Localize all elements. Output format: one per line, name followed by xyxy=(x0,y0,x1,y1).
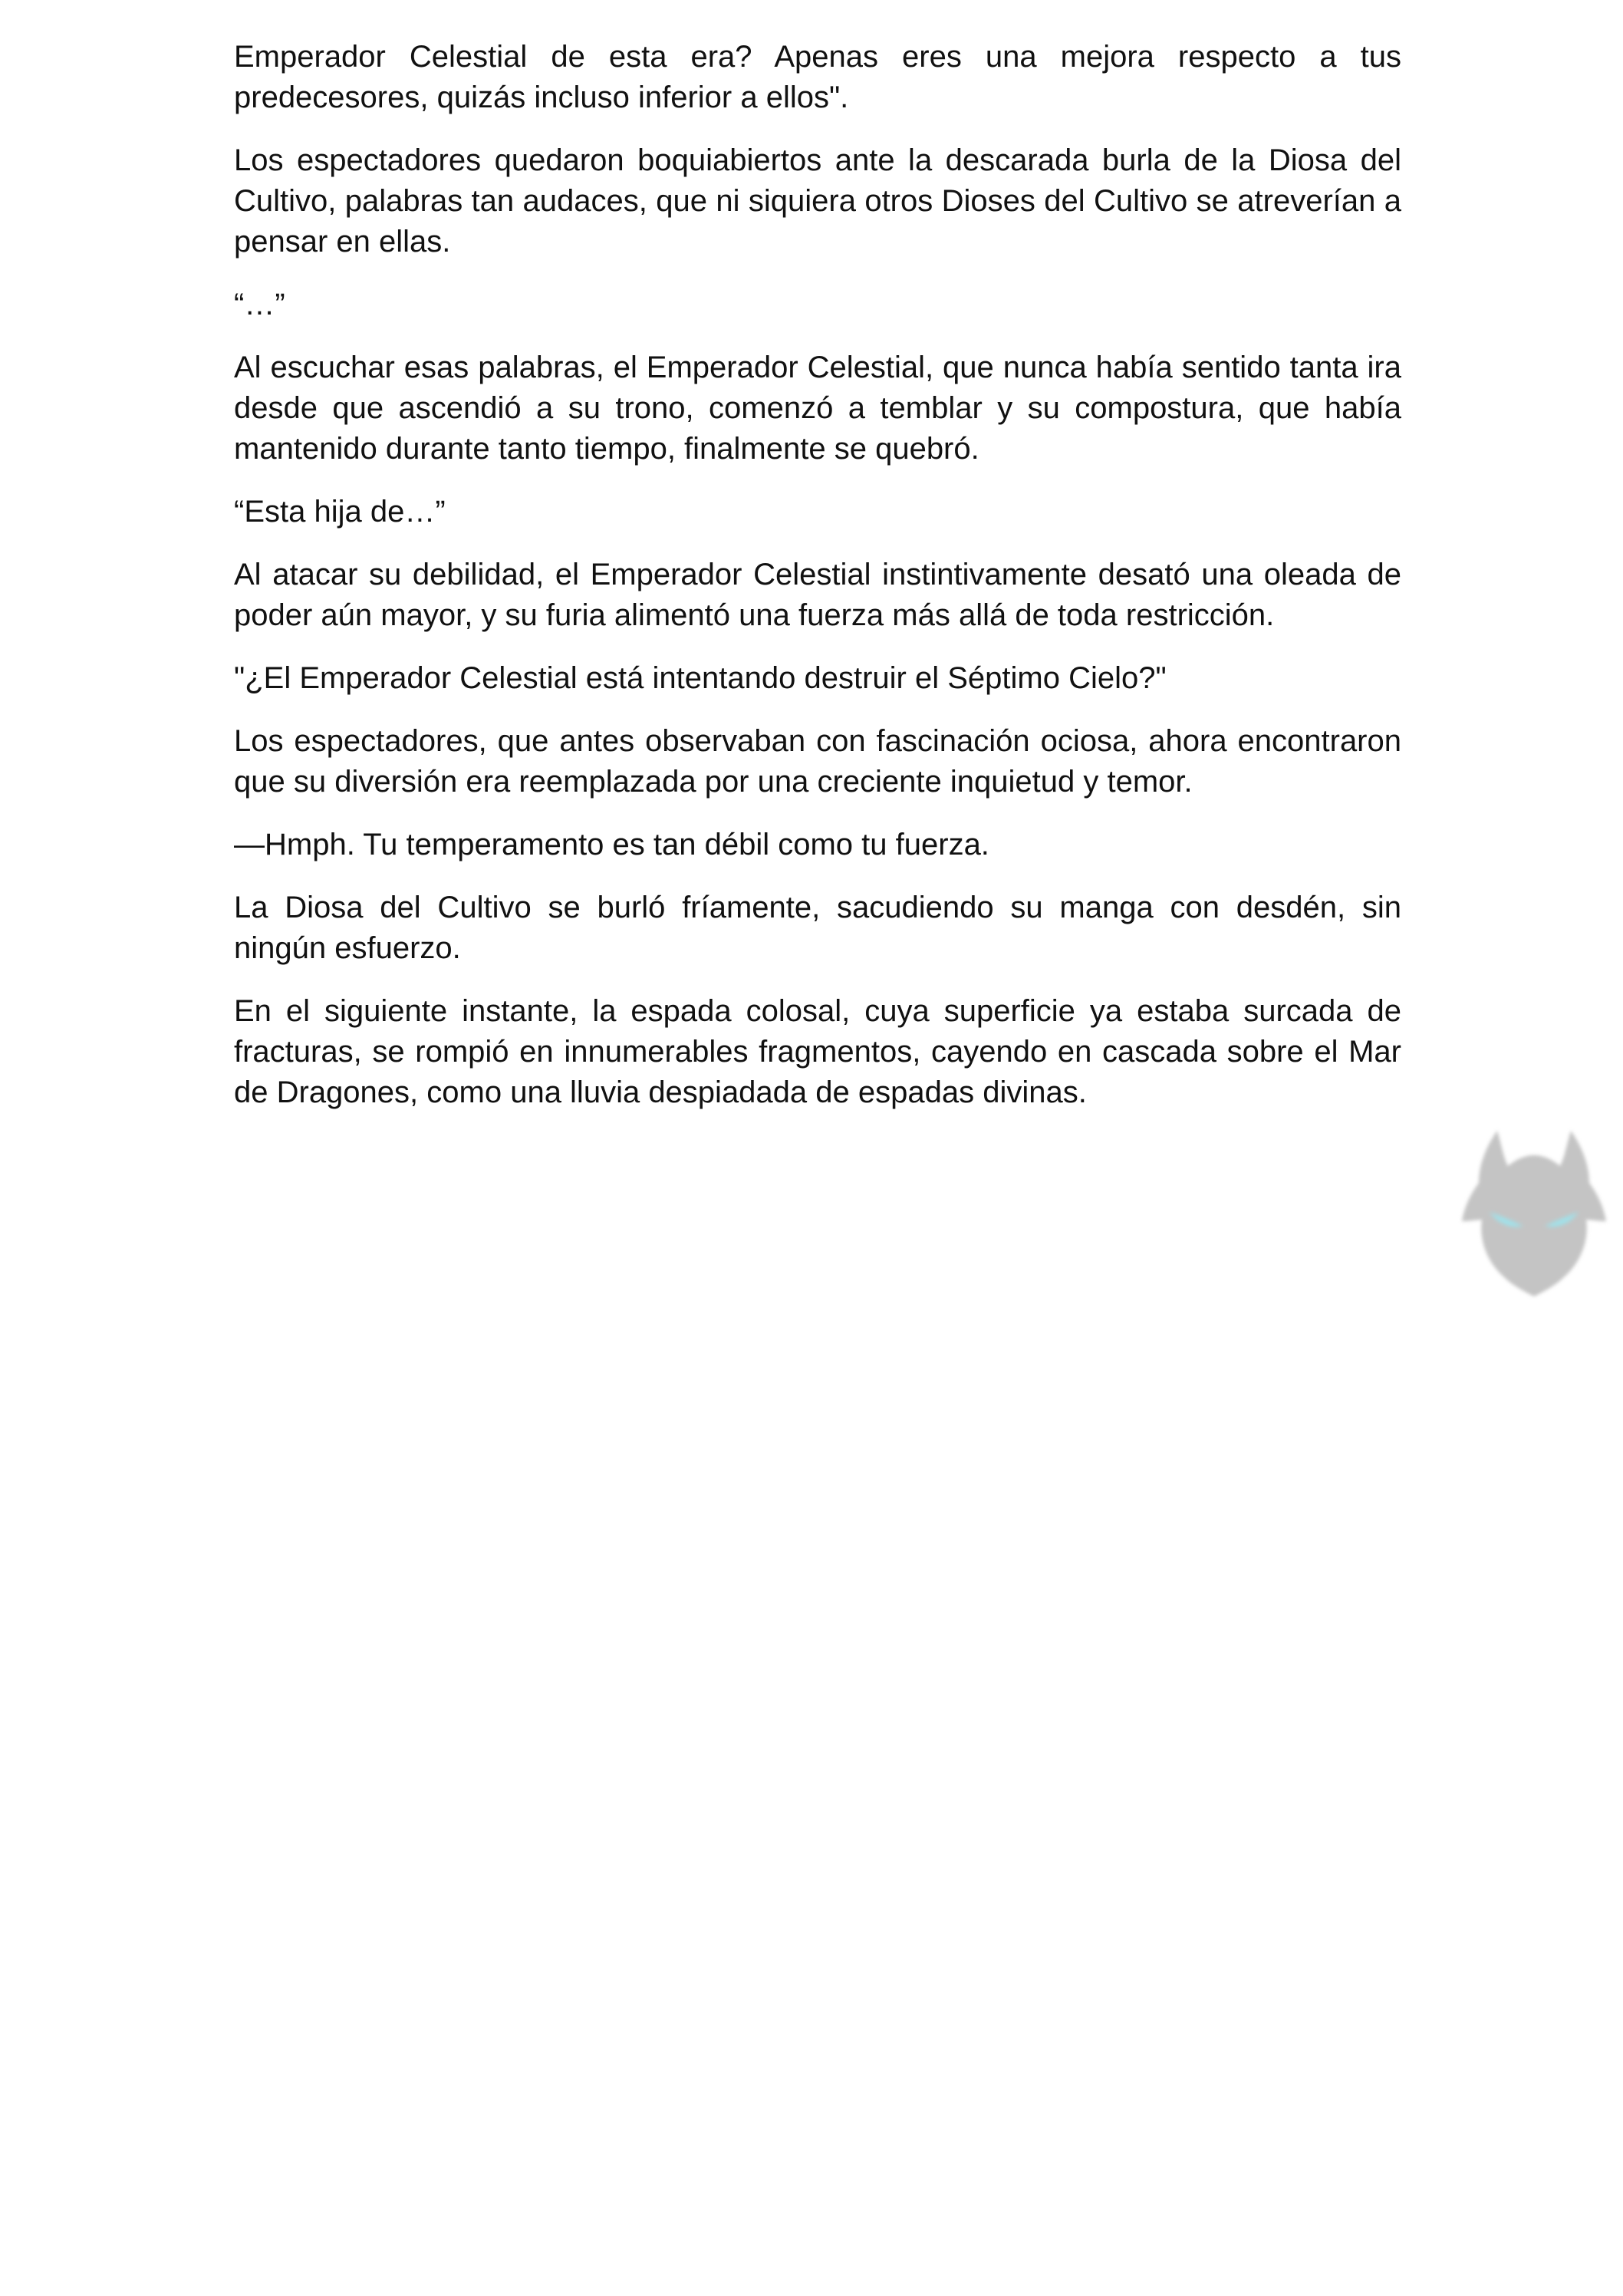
paragraph-11: En el siguiente instante, la espada colosal, cuya superficie ya estaba surcada de fracturas, se rompió en innumerables fragmentos, cayendo en cascada sobre el Mar de Dragones, como una lluvia despiadada de espadas divinas. xyxy=(234,994,1401,1109)
paragraph-1: Emperador Celestial de esta era? Apenas eres una mejora respecto a tus predecesores, quizás incluso inferior a ellos". xyxy=(234,40,1401,114)
paragraph-9: —Hmph. Tu temperamento es tan débil como tu fuerza. xyxy=(234,828,989,861)
paragraph-7: "¿El Emperador Celestial está intentando destruir el Séptimo Cielo?" xyxy=(234,661,1167,695)
paragraph-8: Los espectadores, que antes observaban con fascinación ociosa, ahora encontraron que su diversión era reemplazada por una creciente inquietud y temor. xyxy=(234,724,1401,799)
paragraph-6: Al atacar su debilidad, el Emperador Celestial instintivamente desató una oleada de poder aún mayor, y su furia alimentó una fuerza más allá de toda restricción. xyxy=(234,558,1401,632)
demon-head-logo-icon xyxy=(1457,1126,1611,1303)
document-page xyxy=(234,37,1401,1135)
paragraph-10: La Diosa del Cultivo se burló fríamente, sacudiendo su manga con desdén, sin ningún esfuerzo. xyxy=(234,891,1401,965)
paragraph-3: “…” xyxy=(234,288,285,321)
paragraph-5: “Esta hija de…” xyxy=(234,495,446,529)
paragraph-2: Los espectadores quedaron boquiabiertos ante la descarada burla de la Diosa del Cultivo, palabras tan audaces, que ni siquiera otros Dioses del Cultivo se atreverían a pensar en ellas. xyxy=(234,143,1401,259)
paragraph-4: Al escuchar esas palabras, el Emperador Celestial, que nunca había sentido tanta ira desde que ascendió a su trono, comenzó a temblar y su compostura, que había mantenido durante tanto tiempo, finalmente se quebró. xyxy=(234,351,1401,466)
